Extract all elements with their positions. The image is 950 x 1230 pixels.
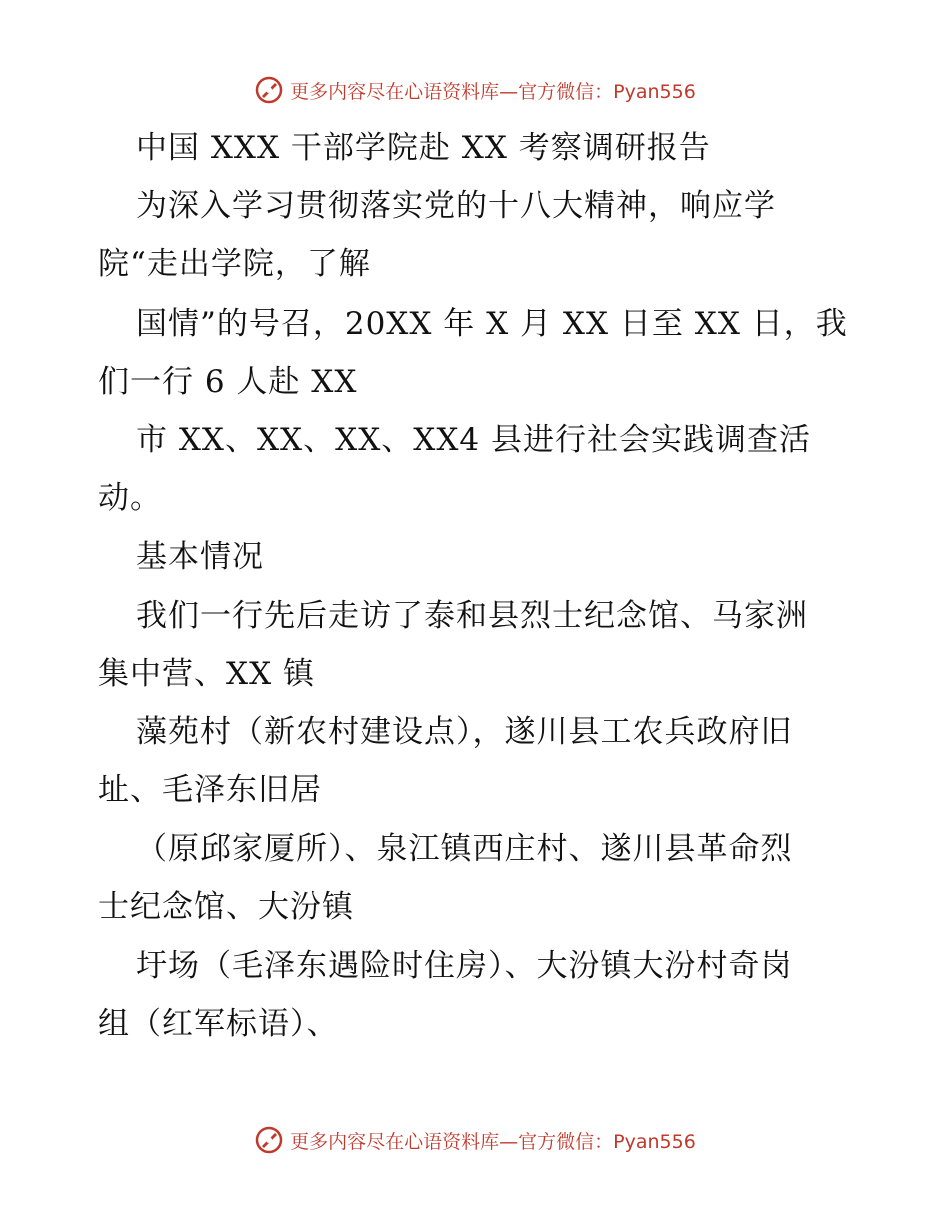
paragraph-line: 市 XX、XX、XX、XX4 县进行社会实践调查活 <box>136 422 811 458</box>
paragraph-line: 国情”的号召，20XX 年 X 月 XX 日至 XX 日，我 <box>136 306 848 342</box>
pen-logo-icon <box>254 1125 284 1155</box>
paragraph-line: 们一行 6 人赴 XX <box>98 364 358 400</box>
paragraph-line: 为深入学习贯彻落实党的十八大精神，响应学 <box>136 188 776 224</box>
paragraph-line: 圩场（毛泽东遇险时住房）、大汾镇大汾村奇岗 <box>136 948 793 984</box>
header-watermark <box>0 70 950 110</box>
paragraph-line: 藻苑村（新农村建设点），遂川县工农兵政府旧 <box>136 714 793 750</box>
paragraph-line: 院“走出学院，了解 <box>98 246 371 282</box>
paragraph-line: 士纪念馆、大汾镇 <box>98 889 354 925</box>
paragraph-line: 动。 <box>98 480 162 516</box>
pen-logo-icon <box>254 75 284 105</box>
watermark-text: 更多内容尽在心语资料库—官方微信：Pyan556 <box>290 80 696 103</box>
paragraph-line: 集中营、XX 镇 <box>98 656 315 692</box>
paragraph-line: 组（红军标语）、 <box>98 1006 339 1042</box>
watermark-text: 更多内容尽在心语资料库—官方微信：Pyan556 <box>290 1130 696 1153</box>
section-heading: 基本情况 <box>136 539 264 575</box>
document-title: 中国 XXX 干部学院赴 XX 考察调研报告 <box>136 130 711 166</box>
paragraph-line: 我们一行先后走访了泰和县烈士纪念馆、马家洲 <box>136 598 808 634</box>
paragraph-line: （原邱家厦所）、泉江镇西庄村、遂川县革命烈 <box>136 831 793 867</box>
footer-watermark <box>0 1120 950 1160</box>
paragraph-line: 址、毛泽东旧居 <box>98 772 322 808</box>
